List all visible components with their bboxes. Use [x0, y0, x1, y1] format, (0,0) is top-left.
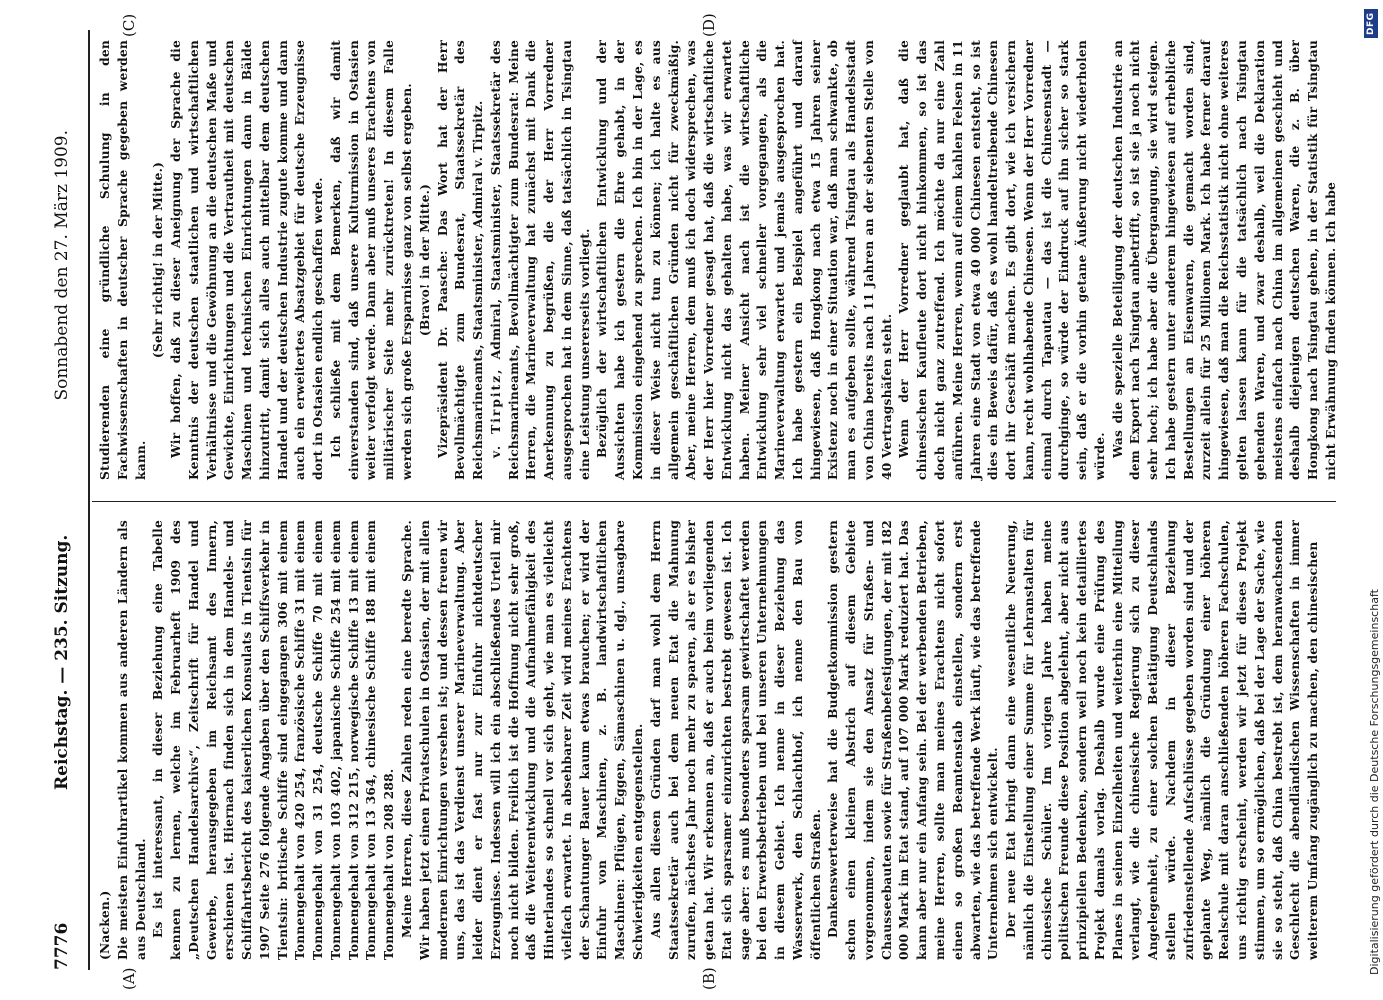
left-column [96, 520, 1322, 960]
margin-marker-b: (B) [700, 967, 718, 990]
paragraph: Aus allen diesen Gründen darf man wohl dem Herrn Staatssekretär auch bei dem neuen Etat die Mahnung zurufen, nächstes Jahr noch mehr zu sparen, als er es bisher getan hat. Wir erkennen an, daß er auch beim vorliegenden Etat sich sparsamer einzurichten bestrebt gewesen ist. Ich sage aber: es muß besonders sparsam gewirtschaftet werden bei den Erwerbsbetrieben und bei unseren Unternehmungen in diesem Gebiet. Ich nenne in dieser Beziehung das Wasserwerk, den Schlachthof, ich nenne den Bau von öffentlichen Straßen. [647, 520, 823, 960]
margin-marker-c: (C) [120, 13, 138, 37]
page-number: 7776 [52, 922, 72, 970]
paragraph: Wenn der Herr Vorredner geglaubt hat, daß die chinesischen Kaufleute dort nicht hinkommen, so ist das doch nicht ganz zutreffend. Ich möchte da nur eine Zahl anführen. Meine Herren, wenn auf einem kahlen Felsen in 11 Jahren eine Stadt von etwa 40 000 Chinesen entsteht, so ist dies ein Beweis dafür, daß es wohl handeltreibende Chinesen dort ihr Geschäft machen. Es gibt dort, wie ich versichern kann, recht wohlhabende Chinesen. Wenn der Herr Vorredner einmal durch Tapautau — das ist die Chinesenstadt — durchginge, so würde der Eindruck auf ihn sicher so stark sein, daß er die vorhin getane Äußerung nicht wiederholen würde. [896, 40, 1107, 480]
interjection: (Bravo! in der Mitte.) [416, 183, 432, 337]
session-date: Sonnabend den 27. März 1909. [52, 130, 72, 401]
paragraph [487, 40, 594, 480]
paragraph: Die meisten Einfuhrartikel kommen aus anderen Ländern als aus Deutschland. [114, 520, 148, 960]
paragraph: Der neue Etat bringt dann eine wesentliche Neuerung, nämlich die Einstellung einer Summe für Lehranstalten für chinesische Schüler. Im vorigen Jahre haben meine politischen Freunde diese Position abgelehnt, aber nicht aus prinzipiellen Bedenken, sondern weil noch kein detailliertes Projekt damals vorlag. Deshalb wurde eine Prüfung des Planes in seinen Einzelheiten und weiterhin eine Mitteilung verlangt, wie die chinesische Regierung sich zu dieser Angelegenheit, zu einer solchen Betätigung Deutschlands stellen würde. Nachdem in dieser Beziehung zufriedenstellende Aufschlüsse gegeben worden sind und der geplante Weg, nämlich die Gründung einer höheren Realschule mit daran anschließenden höheren Fachschulen, uns richtig erscheint, werden wir jetzt für dieses Projekt stimmen, um so ermöglichen, daß bei der Lage der Sache, wie sie so steht, daß China bestrebt ist, dem heranwachsenden Geschlecht die abendländischen Wissenschaften in immer weiterem Umfang zugänglich zu machen, den chinesischen [1003, 520, 1321, 960]
speech-text: Admiral, Staatsminister, Staatssekretär des Reichsmarineamts, Bevollmächtigter zum Bundesrat: Meine Herren, die Marineverwaltung hat zunächst mit Dank die Anerkennung zu begrüßen, die der Herr Vorredner ausgesprochen hat in dem Sinne, daß tatsächlich in Tsingtau eine Leistung unsererseits vorliegt. [487, 40, 592, 480]
session-title: Reichstag. — 235. Sitzung. [52, 534, 72, 790]
paragraph: Meine Herren, diese Zahlen reden eine beredte Sprache. Wir haben jetzt einen Privatschulen in Ostasien, der mit allen modernen Einrichtungen versehen ist; und dessen freuen wir uns, das ist das Verdienst unserer Marineverwaltung. Aber leider dient er fast nur zur Einfuhr nichtdeutscher Erzeugnisse. Indessen will ich ein abschließendes Urteil mir noch nicht bilden. Freilich ist die Hoffnung nicht sehr groß, daß die Weiterentwicklung und die Aufnahmefähigkeit des Hinterlandes so schnell vor sich geht, wie man es vielleicht vielfach erwartet. In absehbarer Zeit wird meines Erachtens der Schantunger Bauer kaum etwas brauchen; er wird der Einfuhr von Maschinen, z. B. landwirtschaftlichen Maschinen: Pflügen, Eggen, Sämaschinen u. dgl., unsagbare Schwierigkeiten entgegenstellen. [399, 520, 645, 960]
paragraph: Wir hoffen, daß zu dieser Aneignung der Sprache die Kenntnis der deutschen staatlichen und wirtschaftlichen Verhältnisse und die Gewöhnung an die deutschen Maße und Gewichte, Einrichtungen und die Vertrautheit mit deutschen Maschinen und technischen Einrichtungen dann in Bälde hinzutritt, damit sich alles auch mittelbar dem deutschen Handel und der deutschen Industrie zugute komme und dann auch ein erweitertes Absatzgebiet für deutsche Erzeugnisse dort in Ostasien endlich geschaffen werde. [168, 40, 326, 480]
dfg-logo [1364, 9, 1378, 38]
margin-marker-a: (A) [120, 967, 138, 990]
page-header [44, 30, 84, 970]
digitization-credit [1368, 589, 1381, 975]
credit-text: Digitalisierung gefördert durch die Deutsche Forschungsgemeinschaft [1368, 589, 1381, 975]
paragraph: Studierenden eine gründliche Schulung in den Fachwissenschaften in deutscher Sprache gegeben werden kann. [97, 40, 148, 480]
speaker-name: v. Tirpitz, [487, 367, 503, 458]
right-column [96, 40, 1340, 480]
margin-marker-d: (D) [700, 13, 718, 37]
interjection: (Sehr richtig! in der Mitte.) [150, 161, 166, 359]
column-divider [92, 501, 1336, 502]
logo-text: DFG [1366, 12, 1376, 35]
paragraph: Es ist interessant, in dieser Beziehung eine Tabelle kennen zu lernen, welche im Februarheft 1909 des „Deutschen Handelsarchivs“, Zeitschrift für Handel und Gewerbe, herausgegeben im Reichsamt des Innern, erschienen ist. Hiernach finden sich in dem Handels- und Schiffahrtsbericht des kaiserlichen Konsulats in Tientsin für 1907 Seite 276 folgende Angaben über den Schiffsverkehr in Tientsin: britische Schiffe sind eingegangen 306 mit einem Tonnengehalt von 420 254, französische Schiffe 31 mit einem Tonnengehalt von 31 254, deutsche Schiffe 70 mit einem Tonnengehalt von 103 402, japanische Schiffe 254 mit einem Tonnengehalt von 312 215, norwegische Schiffe 13 mit einem Tonnengehalt von 13 364, chinesische Schiffe 188 mit einem Tonnengehalt von 208 288. [150, 520, 397, 960]
paragraph: Ich schließe mit dem Bemerken, daß wir damit einverstanden sind, daß unsere Kulturmission in Ostasien weiter verfolgt werde. Dann aber muß unseres Erachtens von militärischer Seite mehr zurücktreten! In diesem Falle werden sich große Ersparnisse ganz von selbst ergeben. [327, 40, 415, 480]
paragraph: Dankenswerterweise hat die Budgetkommission gestern schon einen kleinen Abstrich auf diesem Gebiete vorgenommen, indem sie den Ansatz für Straßen- und Chausseebauten sowie für Straßenbefestigungen, der mit 182 000 Mark im Etat stand, auf 107 000 Mark reduziert hat. Das kann aber nur ein Anfang sein. Bei der werbenden Betrieben, meine Herren, sollte man meines Erachtens nicht sofort einen so großen Beamtenstab einstellen, sondern erst abwarten, wie das betreffende Werk läuft, wie das betreffende Unternehmen sich entwickelt. [825, 520, 1001, 960]
paragraph: Bezüglich der wirtschaftlichen Entwicklung und der Aussichten habe ich gestern die Ehre gehabt, in der Kommission eingehend zu sprechen. Ich bin in der Lage, es in dieser Weise nicht tun zu können; ich halte es aus allgemein geschäftlichen Gründen nicht für zweckmäßig. Aber, meine Herren, dem muß ich doch widersprechen, was der Herr hier Vorredner gesagt hat, daß die wirtschaftliche Entwicklung nicht das gehalten habe, was wir erwartet haben. Meiner Ansicht nach ist die wirtschaftliche Entwicklung sehr viel schneller vorgegangen, als die Marineverwaltung erwartet und jemals ausgesprochen hat. Ich habe gestern ein Beispiel angeführt und darauf hingewiesen, daß Hongkong nach etwa 15 Jahren seiner Existenz noch in einer Situation war, daß man schwankte, ob man es aufgeben sollte, während Tsingtau als Handelsstadt von China bereits nach 11 Jahren an der siebenten Stelle von 40 Vertragshäfen steht. [594, 40, 894, 480]
paragraph: Was die spezielle Beteiligung der deutschen Industrie an dem Export nach Tsingtau anbetrifft, so ist sie ja noch nicht sehr hoch; ich habe aber die Übergangung, sie wird steigen. Ich habe gestern unter anderem hingewiesen auf erhebliche Bestellungen an Eisenwaren, die gemacht worden sind, zurzeit allein für 25 Millionen Mark. Ich habe ferner darauf hingewiesen, daß man die Reichsstatistik nicht ohne weiteres gelten lassen kann für die tatsächlich nach Tsingtau gehenden Waren, und zwar deshalb, weil die Deklaration meistens einfach nach China im allgemeinen geschieht und deshalb diejenigen deutschen Waren, die z. B. über Hongkong nach Tsingtau gehen, in der Statistik für Tsingtau nicht Erwähnung finden können. Ich habe [1109, 40, 1338, 480]
speaker-continuation: (Nacken.) [97, 890, 112, 960]
paragraph: Vizepräsident Dr. Paasche: Das Wort hat der Herr Bevollmächtigte zum Bundesrat, Staatssekretär des Reichsmarineamts, Staatsminister, Admiral v. Tirpitz. [434, 40, 486, 480]
header-rule [88, 30, 90, 970]
